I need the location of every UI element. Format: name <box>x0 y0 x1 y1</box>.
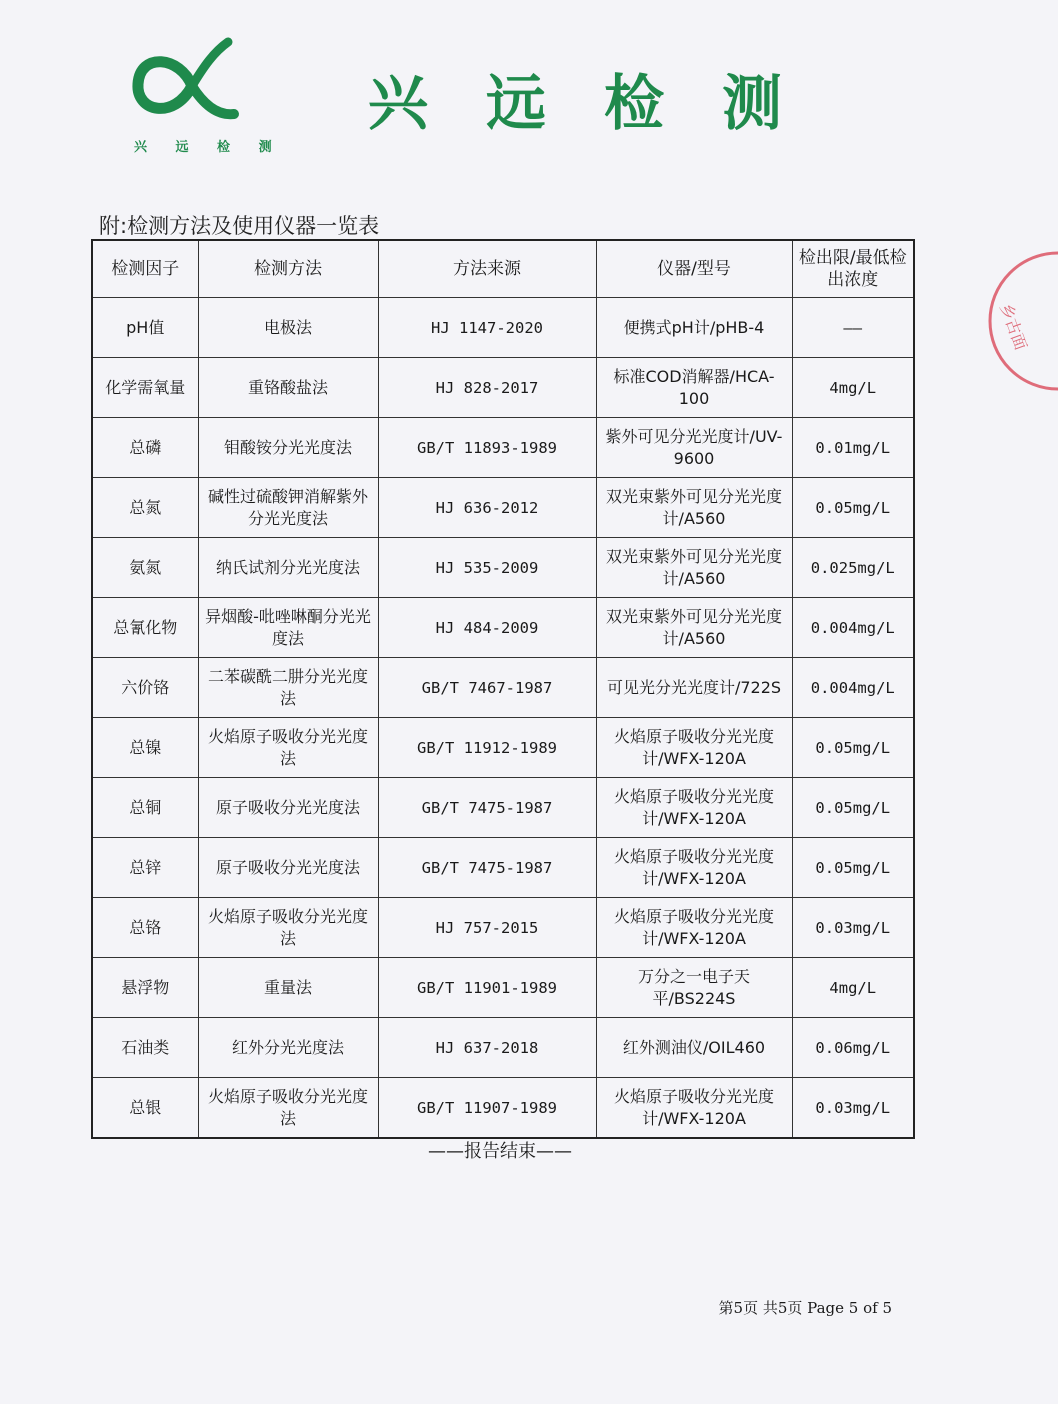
header-method: 检测方法 <box>198 240 378 298</box>
table-row <box>92 478 914 538</box>
cell-method: 重铬酸盐法 <box>198 358 378 418</box>
table-row <box>92 298 914 358</box>
cell-factor: 悬浮物 <box>92 958 198 1018</box>
brand-title: 兴远检测 <box>368 69 840 139</box>
cell-factor: 化学需氧量 <box>92 358 198 418</box>
cell-source: GB/T 11907-1989 <box>378 1078 596 1139</box>
table-header-row <box>92 240 914 298</box>
cell-instrument: 红外测油仪/OIL460 <box>596 1018 792 1078</box>
logo-subtitle: 兴 远 检 测 <box>134 140 284 155</box>
cell-limit: 4mg/L <box>792 358 914 418</box>
cell-limit: 0.05mg/L <box>792 718 914 778</box>
cell-instrument: 双光束紫外可见分光光度计/A560 <box>596 478 792 538</box>
cell-instrument: 便携式pH计/pHB-4 <box>596 298 792 358</box>
cell-instrument: 火焰原子吸收分光光度计/WFX-120A <box>596 1078 792 1139</box>
cell-factor: 总镍 <box>92 718 198 778</box>
header-limit: 检出限/最低检出浓度 <box>792 240 914 298</box>
cell-limit: 4mg/L <box>792 958 914 1018</box>
cell-method: 二苯碳酰二肼分光光度法 <box>198 658 378 718</box>
cell-source: GB/T 11912-1989 <box>378 718 596 778</box>
table-row <box>92 358 914 418</box>
cell-source: HJ 828-2017 <box>378 358 596 418</box>
report-end: ——报告结束—— <box>428 1141 572 1162</box>
cell-method: 火焰原子吸收分光光度法 <box>198 718 378 778</box>
page-number: 第5页 共5页 Page 5 of 5 <box>718 1299 892 1317</box>
cell-source: HJ 484-2009 <box>378 598 596 658</box>
cell-factor: 六价铬 <box>92 658 198 718</box>
cell-instrument: 火焰原子吸收分光光度计/WFX-120A <box>596 898 792 958</box>
company-logo <box>130 38 240 128</box>
cell-method: 原子吸收分光光度法 <box>198 778 378 838</box>
cell-source: HJ 757-2015 <box>378 898 596 958</box>
cell-factor: 氨氮 <box>92 538 198 598</box>
cell-method: 重量法 <box>198 958 378 1018</box>
methods-table <box>91 239 915 1139</box>
cell-source: GB/T 7475-1987 <box>378 778 596 838</box>
cell-limit: 0.06mg/L <box>792 1018 914 1078</box>
cell-source: HJ 637-2018 <box>378 1018 596 1078</box>
official-seal-stamp <box>978 246 1058 396</box>
cell-method: 异烟酸-吡唑啉酮分光光度法 <box>198 598 378 658</box>
cell-method: 碱性过硫酸钾消解紫外分光光度法 <box>198 478 378 538</box>
table-row <box>92 598 914 658</box>
cell-source: HJ 636-2012 <box>378 478 596 538</box>
cell-instrument: 可见光分光光度计/722S <box>596 658 792 718</box>
svg-text:乡古面: 乡古面 <box>996 300 1031 353</box>
cell-instrument: 火焰原子吸收分光光度计/WFX-120A <box>596 718 792 778</box>
table-row <box>92 1078 914 1139</box>
cell-limit: 0.004mg/L <box>792 658 914 718</box>
cell-method: 原子吸收分光光度法 <box>198 838 378 898</box>
table-row <box>92 898 914 958</box>
cell-factor: 总锌 <box>92 838 198 898</box>
cell-instrument: 万分之一电子天平/BS224S <box>596 958 792 1018</box>
cell-method: 红外分光光度法 <box>198 1018 378 1078</box>
cell-method: 纳氏试剂分光光度法 <box>198 538 378 598</box>
cell-instrument: 火焰原子吸收分光光度计/WFX-120A <box>596 838 792 898</box>
cell-limit: 0.05mg/L <box>792 778 914 838</box>
cell-source: GB/T 7467-1987 <box>378 658 596 718</box>
cell-source: HJ 1147-2020 <box>378 298 596 358</box>
cell-method: 电极法 <box>198 298 378 358</box>
cell-limit: 0.05mg/L <box>792 838 914 898</box>
cell-limit: —— <box>792 298 914 358</box>
cell-limit: 0.025mg/L <box>792 538 914 598</box>
cell-source: GB/T 11901-1989 <box>378 958 596 1018</box>
cell-source: GB/T 7475-1987 <box>378 838 596 898</box>
cell-limit: 0.03mg/L <box>792 898 914 958</box>
header-source: 方法来源 <box>378 240 596 298</box>
cell-instrument: 双光束紫外可见分光光度计/A560 <box>596 598 792 658</box>
table-row <box>92 1018 914 1078</box>
table-row <box>92 838 914 898</box>
cell-instrument: 紫外可见分光光度计/UV-9600 <box>596 418 792 478</box>
cell-factor: 总铬 <box>92 898 198 958</box>
table-row <box>92 958 914 1018</box>
cell-limit: 0.05mg/L <box>792 478 914 538</box>
cell-factor: pH值 <box>92 298 198 358</box>
cell-factor: 总氮 <box>92 478 198 538</box>
table-caption: 附:检测方法及使用仪器一览表 <box>99 214 380 238</box>
header-instrument: 仪器/型号 <box>596 240 792 298</box>
header-factor: 检测因子 <box>92 240 198 298</box>
cell-instrument: 双光束紫外可见分光光度计/A560 <box>596 538 792 598</box>
table-row <box>92 658 914 718</box>
cell-factor: 总铜 <box>92 778 198 838</box>
cell-method: 钼酸铵分光光度法 <box>198 418 378 478</box>
cell-instrument: 标准COD消解器/HCA-100 <box>596 358 792 418</box>
cell-instrument: 火焰原子吸收分光光度计/WFX-120A <box>596 778 792 838</box>
cell-source: GB/T 11893-1989 <box>378 418 596 478</box>
table-row <box>92 418 914 478</box>
cell-source: HJ 535-2009 <box>378 538 596 598</box>
table-row <box>92 538 914 598</box>
table-row <box>92 718 914 778</box>
cell-limit: 0.004mg/L <box>792 598 914 658</box>
cell-method: 火焰原子吸收分光光度法 <box>198 898 378 958</box>
cell-method: 火焰原子吸收分光光度法 <box>198 1078 378 1139</box>
cell-factor: 石油类 <box>92 1018 198 1078</box>
cell-factor: 总银 <box>92 1078 198 1139</box>
cell-limit: 0.01mg/L <box>792 418 914 478</box>
cell-factor: 总磷 <box>92 418 198 478</box>
cell-limit: 0.03mg/L <box>792 1078 914 1139</box>
cell-factor: 总氰化物 <box>92 598 198 658</box>
table-row <box>92 778 914 838</box>
